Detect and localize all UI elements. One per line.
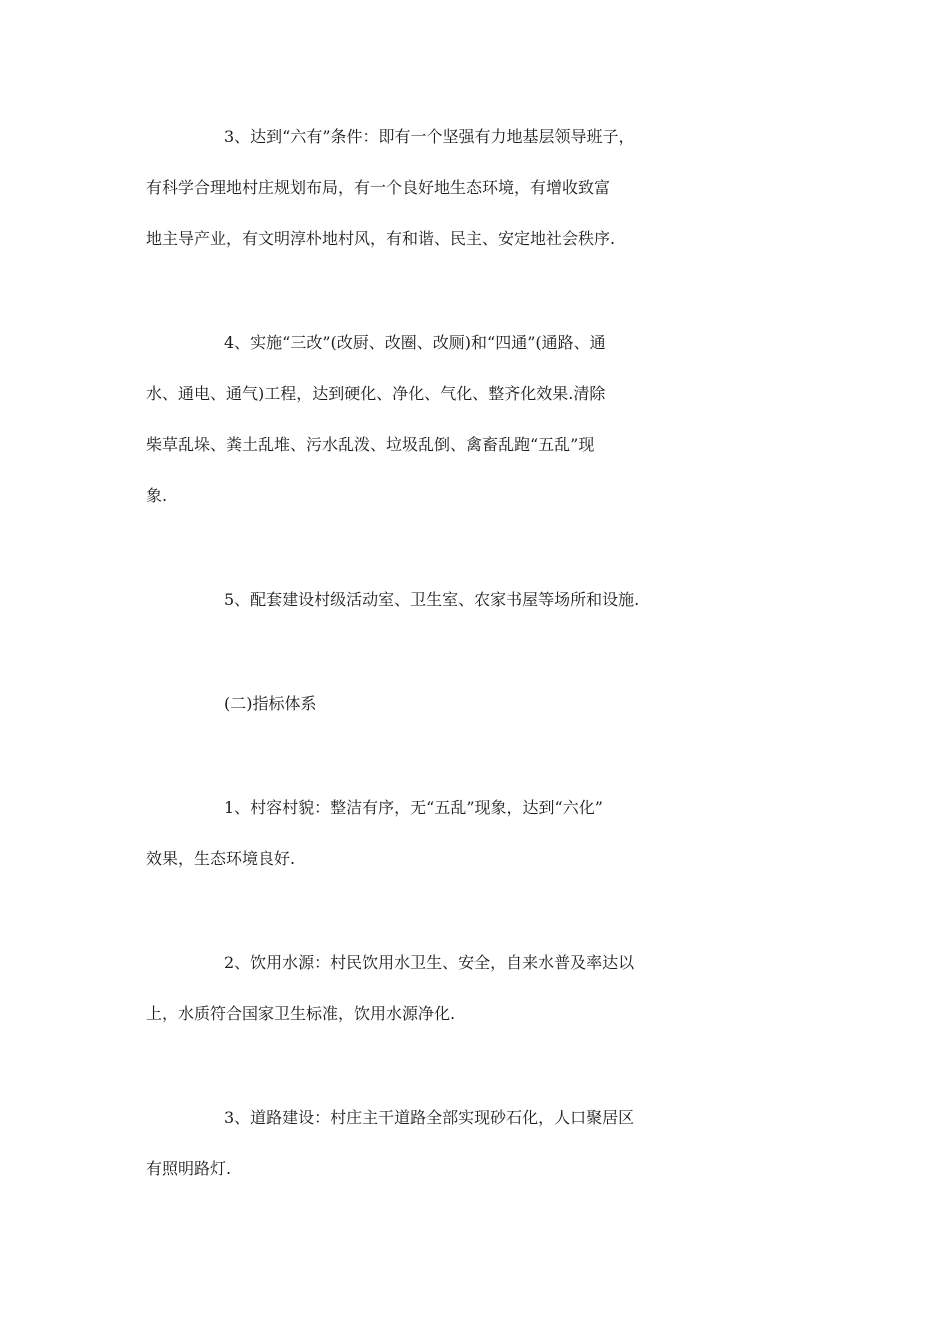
paragraph-three-reforms: [146, 330, 810, 534]
text-line: 有科学合理地村庄规划布局，有一个良好地生态环境，有增收致富: [146, 178, 611, 197]
text-line: 1、村容村貌：整洁有序，无“五乱”现象，达到“六化”: [224, 798, 603, 817]
text-line: 4、实施“三改”(改厨、改圈、改厕)和“四通”(通路、通: [224, 333, 606, 352]
text-line: 3、道路建设：村庄主干道路全部实现砂石化，人口聚居区: [224, 1108, 635, 1127]
text-line: 柴草乱垛、粪土乱堆、污水乱泼、垃圾乱倒、禽畜乱跑“五乱”现: [146, 435, 595, 454]
text-line: 2、饮用水源：村民饮用水卫生、安全，自来水普及率达以: [224, 953, 635, 972]
text-line: 有照明路灯.: [146, 1159, 232, 1178]
text-line: 上，水质符合国家卫生标准，饮用水源净化.: [146, 1004, 456, 1023]
paragraph-village-appearance: [146, 795, 810, 897]
text-line: 地主导产业，有文明淳朴地村风，有和谐、民主、安定地社会秩序.: [146, 229, 616, 248]
text-line: 象.: [146, 486, 168, 505]
text-line: 5、配套建设村级活动室、卫生室、农家书屋等场所和设施.: [224, 590, 640, 609]
document-body: [146, 124, 810, 1207]
paragraph-drinking-water: [146, 950, 810, 1052]
paragraph-road-construction: [146, 1105, 810, 1207]
text-line: 3、达到“六有”条件：即有一个坚强有力地基层领导班子，: [224, 127, 635, 146]
paragraph-facilities: [146, 587, 810, 638]
text-line: 水、通电、通气)工程，达到硬化、净化、气化、整齐化效果.清除: [146, 384, 606, 403]
section-heading: [146, 691, 810, 742]
paragraph-six-conditions: [146, 124, 810, 277]
text-line: 效果，生态环境良好.: [146, 849, 296, 868]
heading-text: (二)指标体系: [224, 694, 317, 713]
